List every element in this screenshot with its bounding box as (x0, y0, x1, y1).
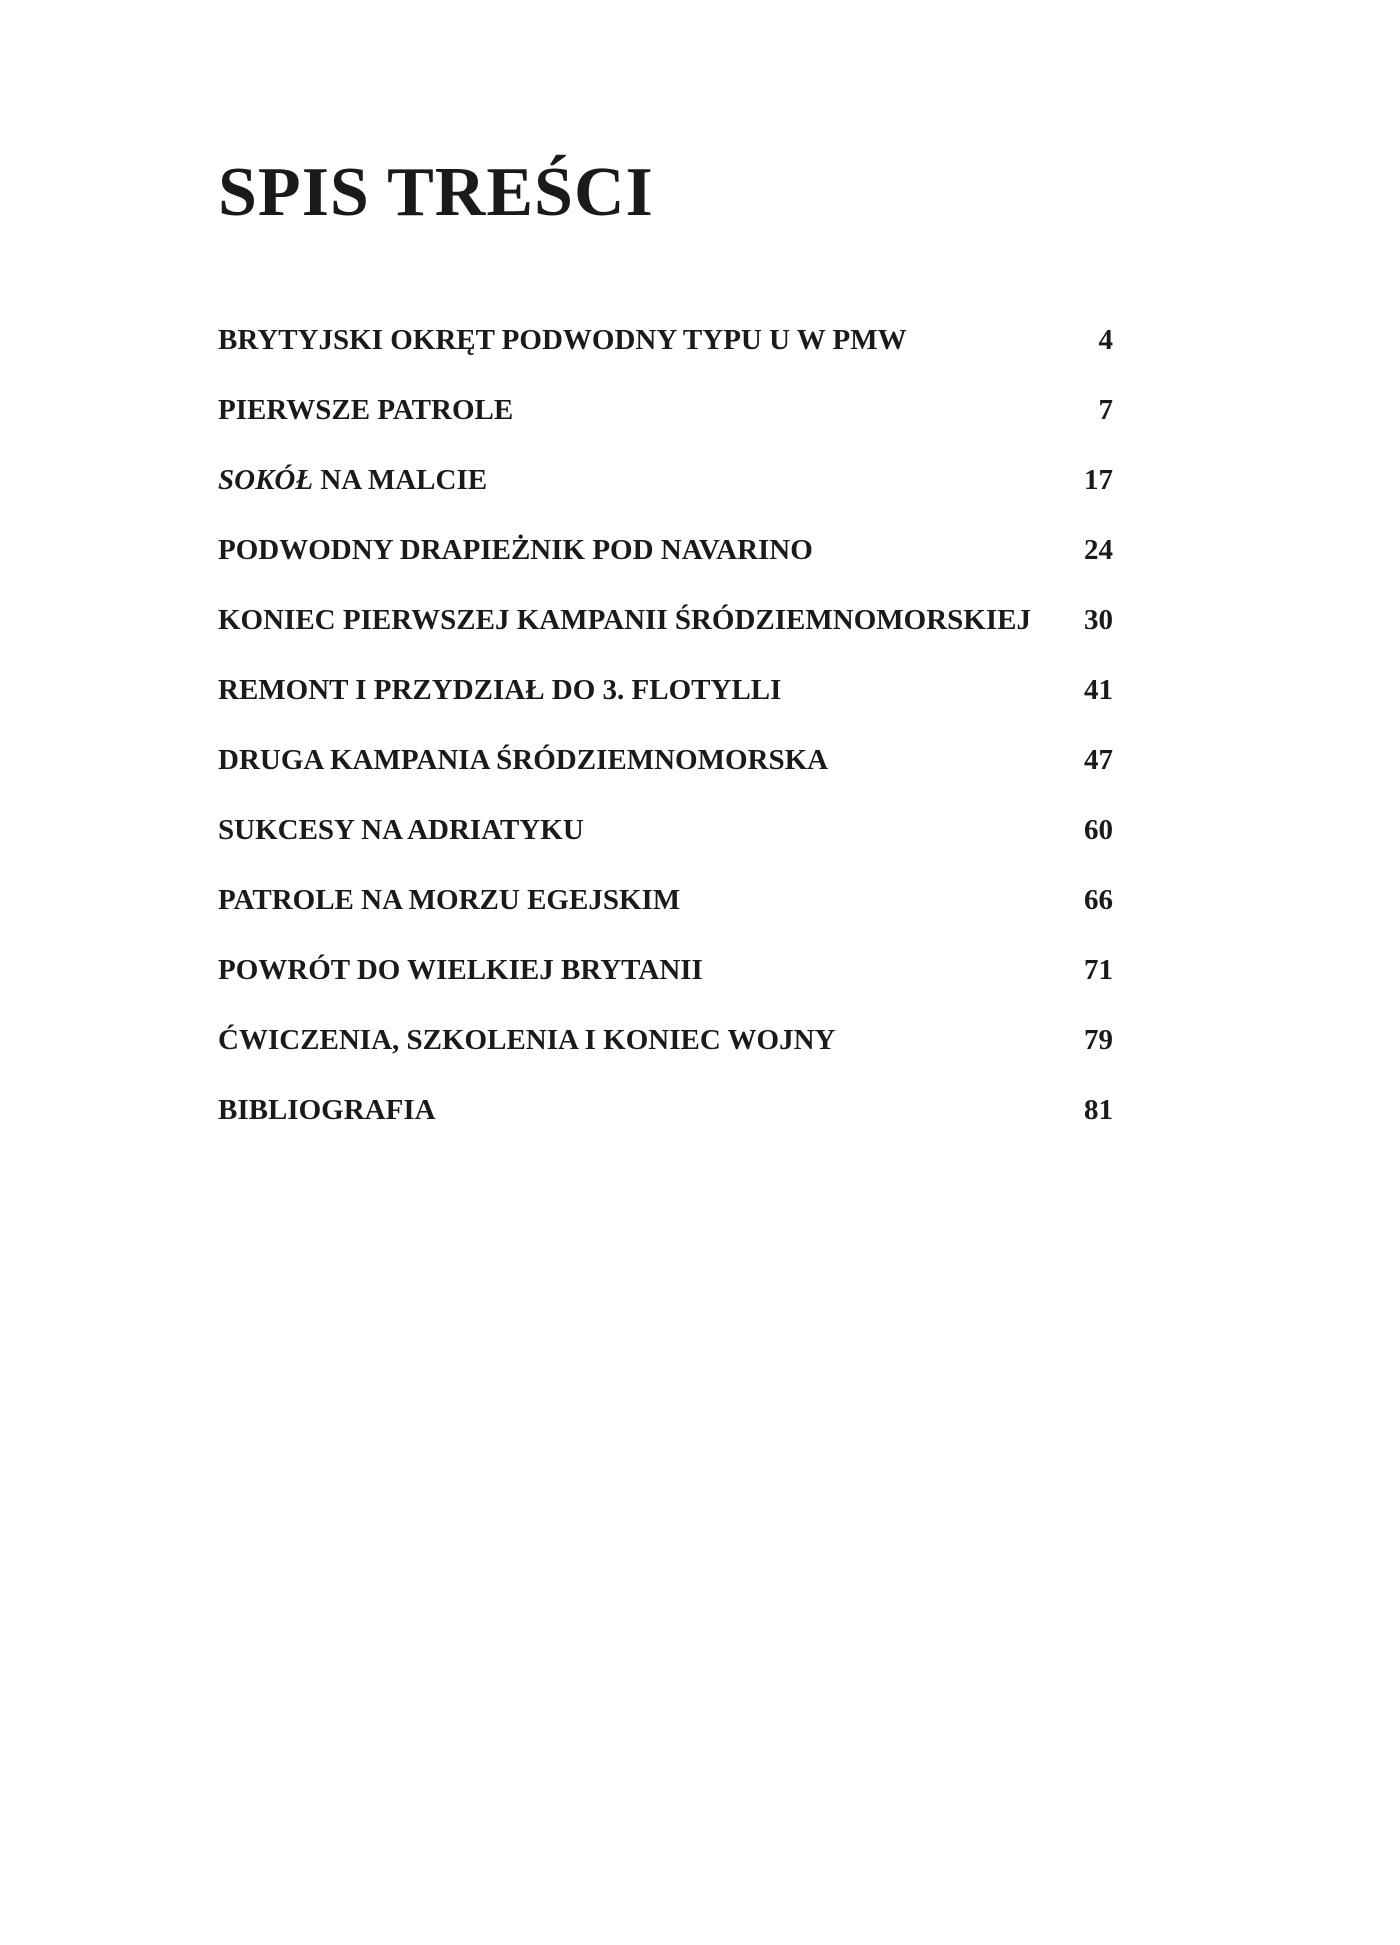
toc-entry-page: 24 (1084, 534, 1113, 566)
toc-entry-title: POWRÓT DO WIELKIEJ BRYTANII (218, 954, 703, 986)
toc-entry[interactable] (218, 1016, 1113, 1086)
toc-entry[interactable] (218, 1086, 1113, 1156)
toc-entry[interactable] (218, 736, 1113, 806)
toc-entry-page: 79 (1084, 1024, 1113, 1056)
toc-entry-title: BRYTYJSKI OKRĘT PODWODNY TYPU U W PMW (218, 324, 907, 356)
toc-entry-title: REMONT I PRZYDZIAŁ DO 3. FLOTYLLI (218, 674, 782, 706)
toc-entry-title: ĆWICZENIA, SZKOLENIA I KONIEC WOJNY (218, 1024, 836, 1056)
toc-entry-page: 17 (1084, 464, 1113, 496)
toc-entry-page: 60 (1084, 814, 1113, 846)
toc-entry-page: 66 (1084, 884, 1113, 916)
toc-entry[interactable] (218, 526, 1113, 596)
toc-entry[interactable] (218, 876, 1113, 946)
toc-entry-page: 4 (1098, 324, 1113, 356)
toc-entry-title: PATROLE NA MORZU EGEJSKIM (218, 884, 681, 916)
toc-entry[interactable] (218, 806, 1113, 876)
toc-entry-page: 30 (1084, 604, 1113, 636)
toc-entry-title: PODWODNY DRAPIEŻNIK POD NAVARINO (218, 534, 813, 566)
toc-entry-page: 7 (1098, 394, 1113, 426)
toc-entry[interactable] (218, 316, 1113, 386)
toc-entry-title-italic: SOKÓŁ (218, 464, 314, 496)
toc-entry-title: PIERWSZE PATROLE (218, 394, 514, 426)
toc-entry[interactable] (218, 386, 1113, 456)
toc-entry[interactable] (218, 946, 1113, 1016)
page-title: SPIS TREŚCI (218, 154, 654, 231)
toc-entry[interactable] (218, 596, 1113, 666)
toc-entry-title: SUKCESY NA ADRIATYKU (218, 814, 584, 846)
toc-entry-page: 47 (1084, 744, 1113, 776)
table-of-contents (218, 316, 1113, 1156)
toc-entry-title: DRUGA KAMPANIA ŚRÓDZIEMNOMORSKA (218, 744, 829, 776)
toc-entry[interactable] (218, 456, 1113, 526)
toc-entry-title (218, 456, 487, 504)
toc-entry-title: BIBLIOGRAFIA (218, 1094, 436, 1126)
toc-entry-page: 71 (1084, 954, 1113, 986)
toc-entry[interactable] (218, 666, 1113, 736)
toc-entry-page: 41 (1084, 674, 1113, 706)
toc-entry-title: KONIEC PIERWSZEJ KAMPANII ŚRÓDZIEMNOMORSKIEJ (218, 604, 1031, 636)
toc-entry-page: 81 (1084, 1094, 1113, 1126)
toc-entry-title-rest: NA MALCIE (313, 464, 488, 496)
